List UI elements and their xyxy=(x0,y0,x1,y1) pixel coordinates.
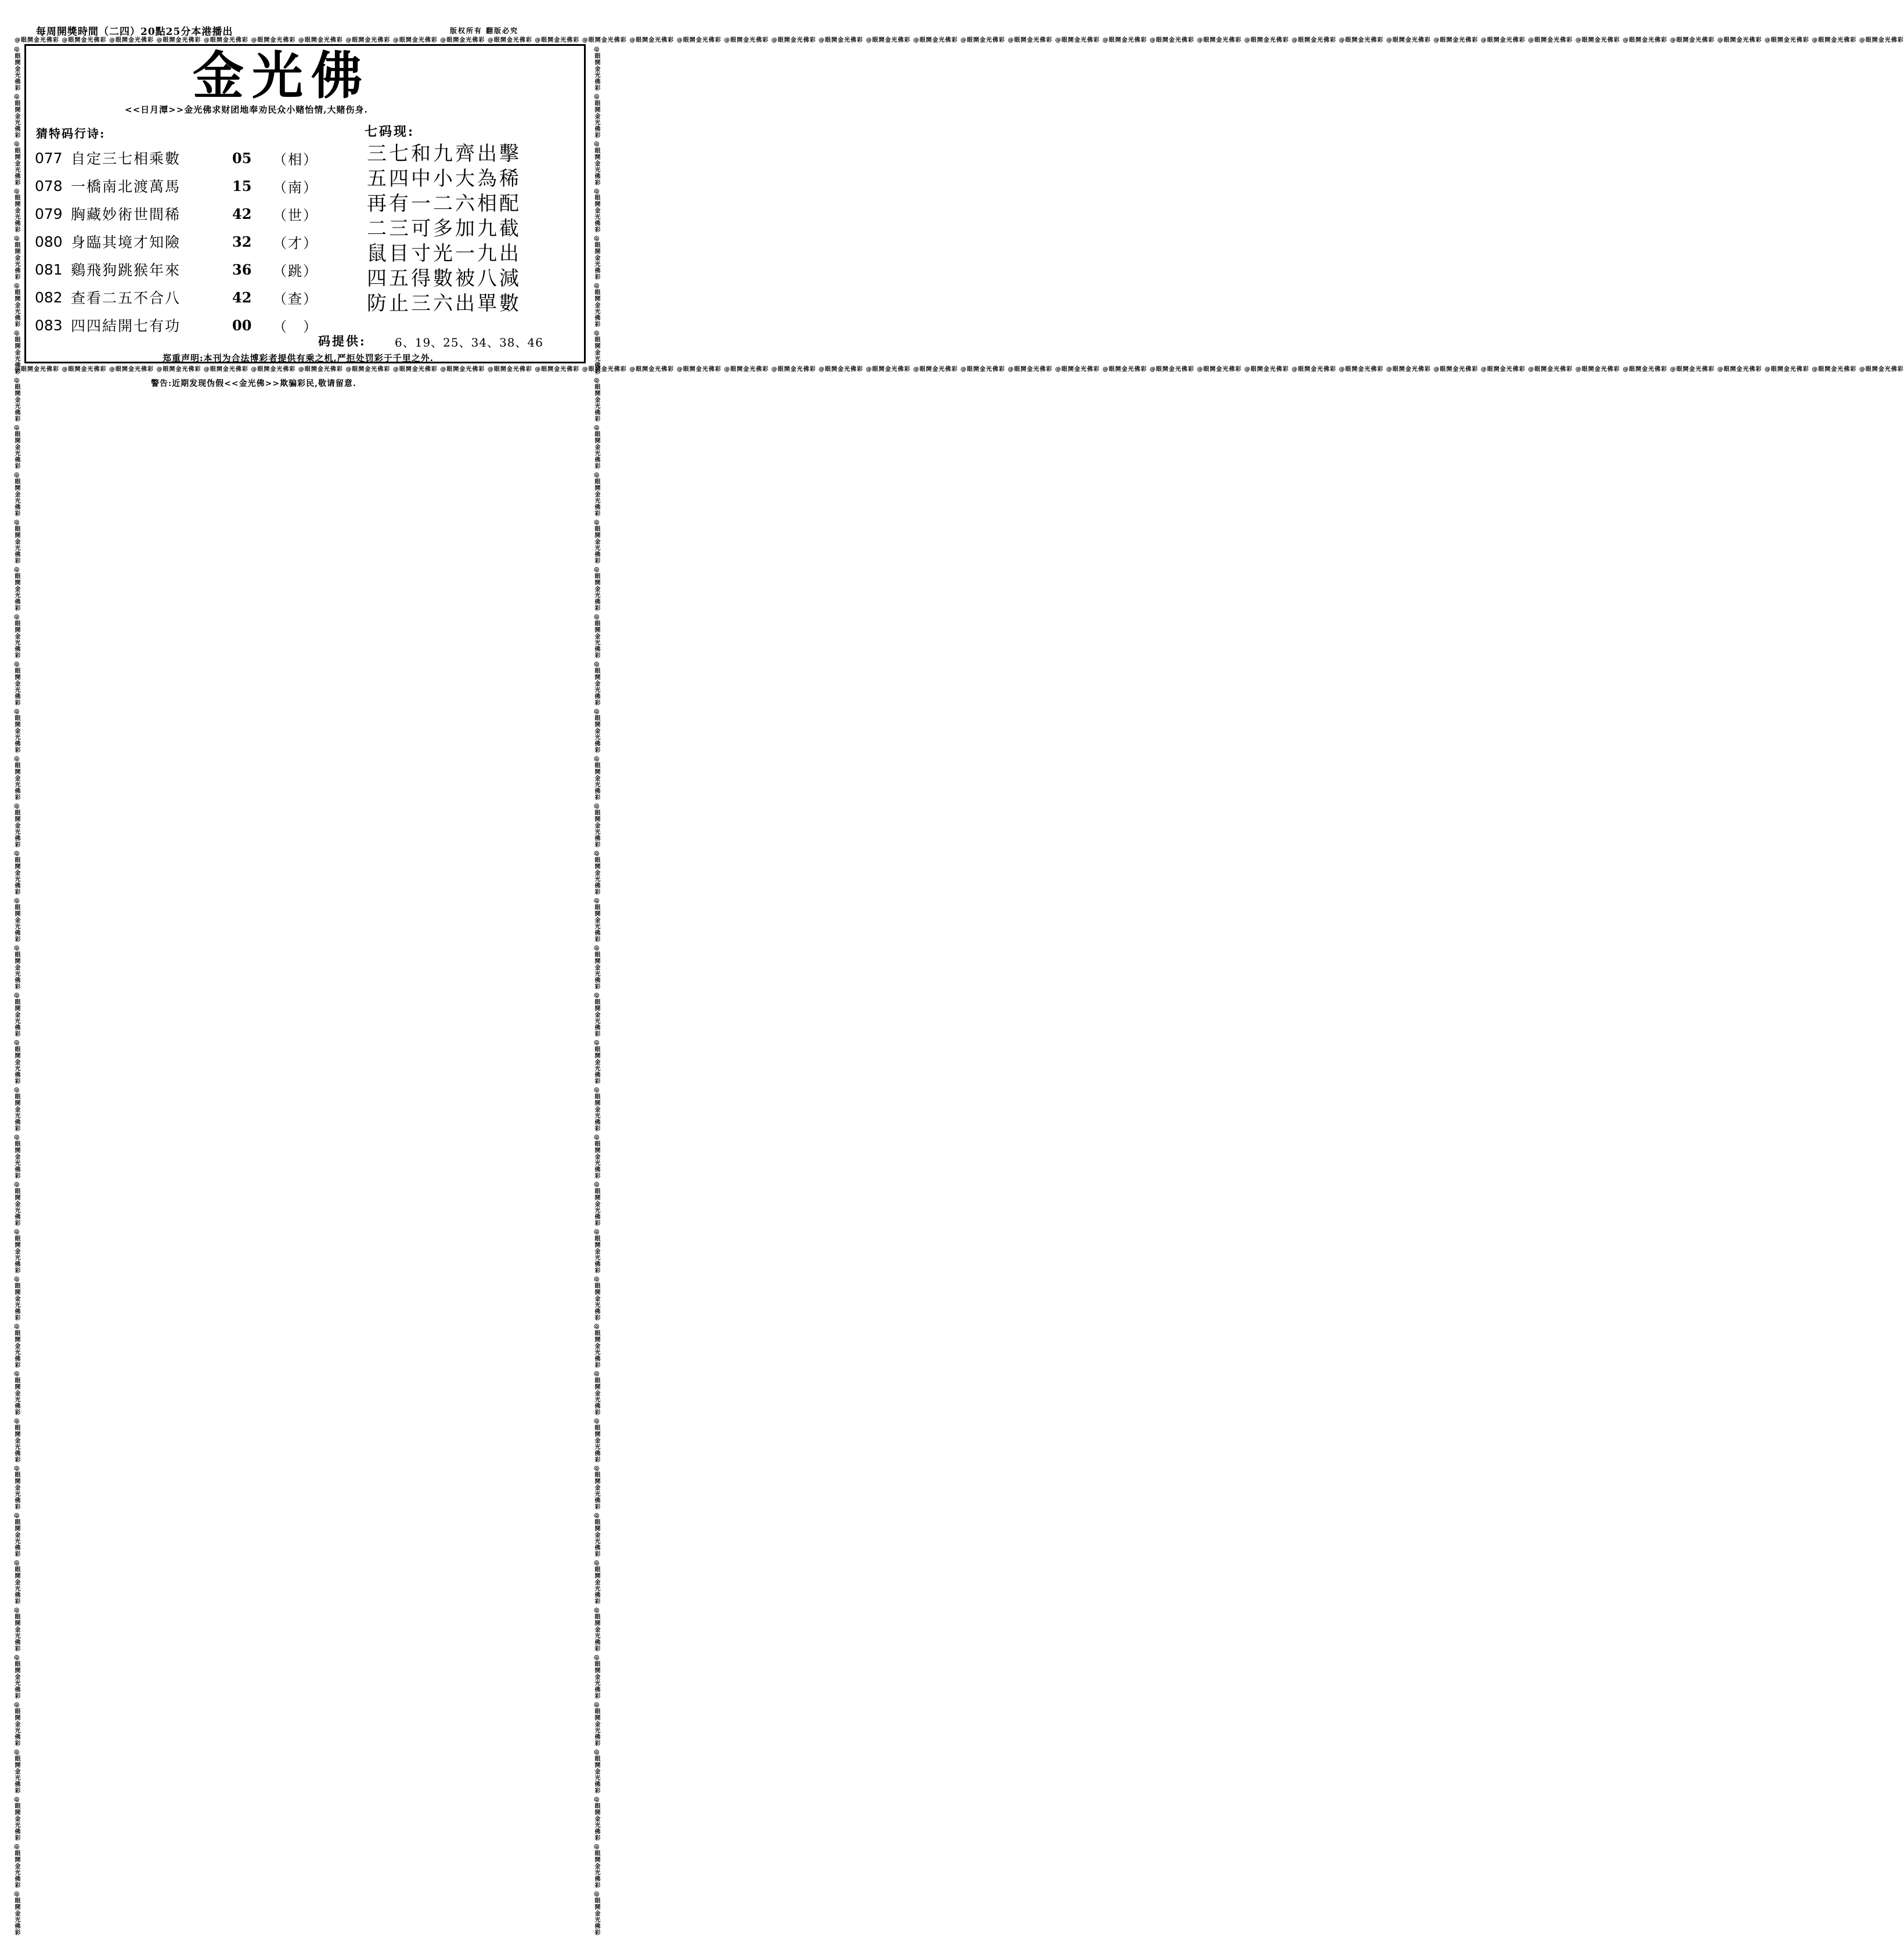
seven-code-line: 五四中小大為稀 xyxy=(367,167,521,190)
provided-label: 码提供: xyxy=(318,334,366,348)
provided-numbers: 6、19、25、34、38、46 xyxy=(395,336,543,349)
subtitle: <<日月潭>>金光佛求财团地奉劝民众小赌怡情,大赌伤身. xyxy=(125,104,368,115)
poem-num: 42 xyxy=(232,289,252,306)
seven-code-line: 防止三六出單數 xyxy=(367,292,521,315)
poem-verse: 自定三七相乘數 xyxy=(71,150,181,167)
seven-code-line: 再有一二六相配 xyxy=(367,192,521,215)
poem-row xyxy=(35,144,325,172)
poem-row xyxy=(35,200,325,228)
poem-answer: （ ） xyxy=(273,318,318,335)
poem-code: 081 xyxy=(35,261,63,278)
border-pattern-left: @眼開金光佛彩 @眼開金光佛彩 @眼開金光佛彩 @眼開金光佛彩 @眼開金光佛彩 @眼開金光佛彩 @眼開金光佛彩 @眼開金光佛彩 @眼開金光佛彩 @眼開金光佛彩 @眼開金光佛彩 @眼開金光佛彩 @眼開金光佛彩 @眼開金光佛彩 @眼開金光佛彩 @眼開金光佛彩 @眼開金光佛彩 @眼開金光佛彩 @眼開金光佛彩 @眼開金光佛彩 @眼開金光佛彩 @眼開金光佛彩 @眼開金光佛彩 @眼開金光佛彩 @眼開金光佛彩 @眼開金光佛彩 @眼開金光佛彩 @眼開金光佛彩 @眼開金光佛彩 @眼開金光佛彩 @眼開金光佛彩 @眼開金光佛彩 @眼開金光佛彩 @眼開金光佛彩 @眼開金光佛彩 @眼開金光佛彩 @眼開金光佛彩 @眼開金光佛彩 @眼開金光佛彩 @眼開金光佛彩 xyxy=(13,46,20,1936)
seven-code-line: 三七和九齊出擊 xyxy=(367,142,521,165)
border-pattern-top: @眼開金光佛彩 @眼開金光佛彩 @眼開金光佛彩 @眼開金光佛彩 @眼開金光佛彩 @眼開金光佛彩 @眼開金光佛彩 @眼開金光佛彩 @眼開金光佛彩 @眼開金光佛彩 @眼開金光佛彩 @眼開金光佛彩 @眼開金光佛彩 @眼開金光佛彩 @眼開金光佛彩 @眼開金光佛彩 @眼開金光佛彩 @眼開金光佛彩 @眼開金光佛彩 @眼開金光佛彩 @眼開金光佛彩 @眼開金光佛彩 @眼開金光佛彩 @眼開金光佛彩 @眼開金光佛彩 @眼開金光佛彩 @眼開金光佛彩 @眼開金光佛彩 @眼開金光佛彩 @眼開金光佛彩 @眼開金光佛彩 @眼開金光佛彩 @眼開金光佛彩 @眼開金光佛彩 @眼開金光佛彩 @眼開金光佛彩 @眼開金光佛彩 @眼開金光佛彩 @眼開金光佛彩 @眼開金光佛彩 xyxy=(15,37,1904,44)
poem-code: 080 xyxy=(35,233,63,250)
warning-notice: 警告:近期发现伪假<<金光佛>>欺骗彩民,敬请留意. xyxy=(151,379,356,388)
poem-num: 15 xyxy=(232,177,252,194)
poem-answer: （南） xyxy=(273,179,318,196)
poem-answer: （跳） xyxy=(273,262,318,279)
poem-row xyxy=(35,172,325,200)
poem-num: 00 xyxy=(232,316,252,334)
poem-num: 36 xyxy=(232,261,252,278)
poem-verse: 一橋南北渡萬馬 xyxy=(71,178,181,195)
poem-code: 083 xyxy=(35,316,63,334)
copyright-notice: 版权所有 翻版必究 xyxy=(450,27,519,35)
poem-verse: 鷄飛狗跳猴年來 xyxy=(71,262,181,279)
poem-verse: 身臨其境才知險 xyxy=(71,234,181,251)
seven-code-line: 二三可多加九截 xyxy=(367,217,521,240)
border-pattern-right: @眼開金光佛彩 @眼開金光佛彩 @眼開金光佛彩 @眼開金光佛彩 @眼開金光佛彩 @眼開金光佛彩 @眼開金光佛彩 @眼開金光佛彩 @眼開金光佛彩 @眼開金光佛彩 @眼開金光佛彩 @眼開金光佛彩 @眼開金光佛彩 @眼開金光佛彩 @眼開金光佛彩 @眼開金光佛彩 @眼開金光佛彩 @眼開金光佛彩 @眼開金光佛彩 @眼開金光佛彩 @眼開金光佛彩 @眼開金光佛彩 @眼開金光佛彩 @眼開金光佛彩 @眼開金光佛彩 @眼開金光佛彩 @眼開金光佛彩 @眼開金光佛彩 @眼開金光佛彩 @眼開金光佛彩 @眼開金光佛彩 @眼開金光佛彩 @眼開金光佛彩 @眼開金光佛彩 @眼開金光佛彩 @眼開金光佛彩 @眼開金光佛彩 @眼開金光佛彩 @眼開金光佛彩 @眼開金光佛彩 xyxy=(593,46,600,1936)
poem-answer: （查） xyxy=(273,290,318,307)
seven-code-line: 四五得數被八減 xyxy=(367,267,521,290)
poem-verse: 胸藏妙術世間稀 xyxy=(71,206,181,223)
poem-row xyxy=(35,255,325,283)
poem-row xyxy=(35,311,325,339)
poem-answer: （才） xyxy=(273,235,318,251)
poem-code: 078 xyxy=(35,177,63,194)
poem-row xyxy=(35,283,325,311)
poem-num: 32 xyxy=(232,233,252,250)
border-pattern-bottom: @眼開金光佛彩 @眼開金光佛彩 @眼開金光佛彩 @眼開金光佛彩 @眼開金光佛彩 @眼開金光佛彩 @眼開金光佛彩 @眼開金光佛彩 @眼開金光佛彩 @眼開金光佛彩 @眼開金光佛彩 @眼開金光佛彩 @眼開金光佛彩 @眼開金光佛彩 @眼開金光佛彩 @眼開金光佛彩 @眼開金光佛彩 @眼開金光佛彩 @眼開金光佛彩 @眼開金光佛彩 @眼開金光佛彩 @眼開金光佛彩 @眼開金光佛彩 @眼開金光佛彩 @眼開金光佛彩 @眼開金光佛彩 @眼開金光佛彩 @眼開金光佛彩 @眼開金光佛彩 @眼開金光佛彩 @眼開金光佛彩 @眼開金光佛彩 @眼開金光佛彩 @眼開金光佛彩 @眼開金光佛彩 @眼開金光佛彩 @眼開金光佛彩 @眼開金光佛彩 @眼開金光佛彩 @眼開金光佛彩 xyxy=(15,366,1904,373)
poem-code: 079 xyxy=(35,205,63,222)
seven-code-line: 鼠目寸光一九出 xyxy=(367,242,521,265)
poem-code: 082 xyxy=(35,289,63,306)
poem-answer: （相） xyxy=(273,151,318,168)
poem-verse: 查看二五不合八 xyxy=(71,290,181,307)
seven-codes-list xyxy=(367,142,576,316)
poem-num: 05 xyxy=(232,149,252,167)
poem-num: 42 xyxy=(232,205,252,222)
poem-list xyxy=(35,144,325,339)
legal-notice: 郑重声明:本刊为合法博彩者提供有乘之机,严拒处罚彩于千里之外. xyxy=(163,353,434,363)
seven-codes-header: 七码现: xyxy=(365,124,415,139)
poem-code: 077 xyxy=(35,149,63,167)
poem-verse: 四四結開七有功 xyxy=(71,318,181,334)
page-title: 金光佛 xyxy=(192,45,370,106)
poem-header: 猜特码行诗: xyxy=(36,127,106,140)
draw-schedule: 每周開獎時間（二四）20點25分本港播出 xyxy=(36,26,233,38)
poem-answer: （世） xyxy=(273,207,318,223)
poem-row xyxy=(35,228,325,255)
